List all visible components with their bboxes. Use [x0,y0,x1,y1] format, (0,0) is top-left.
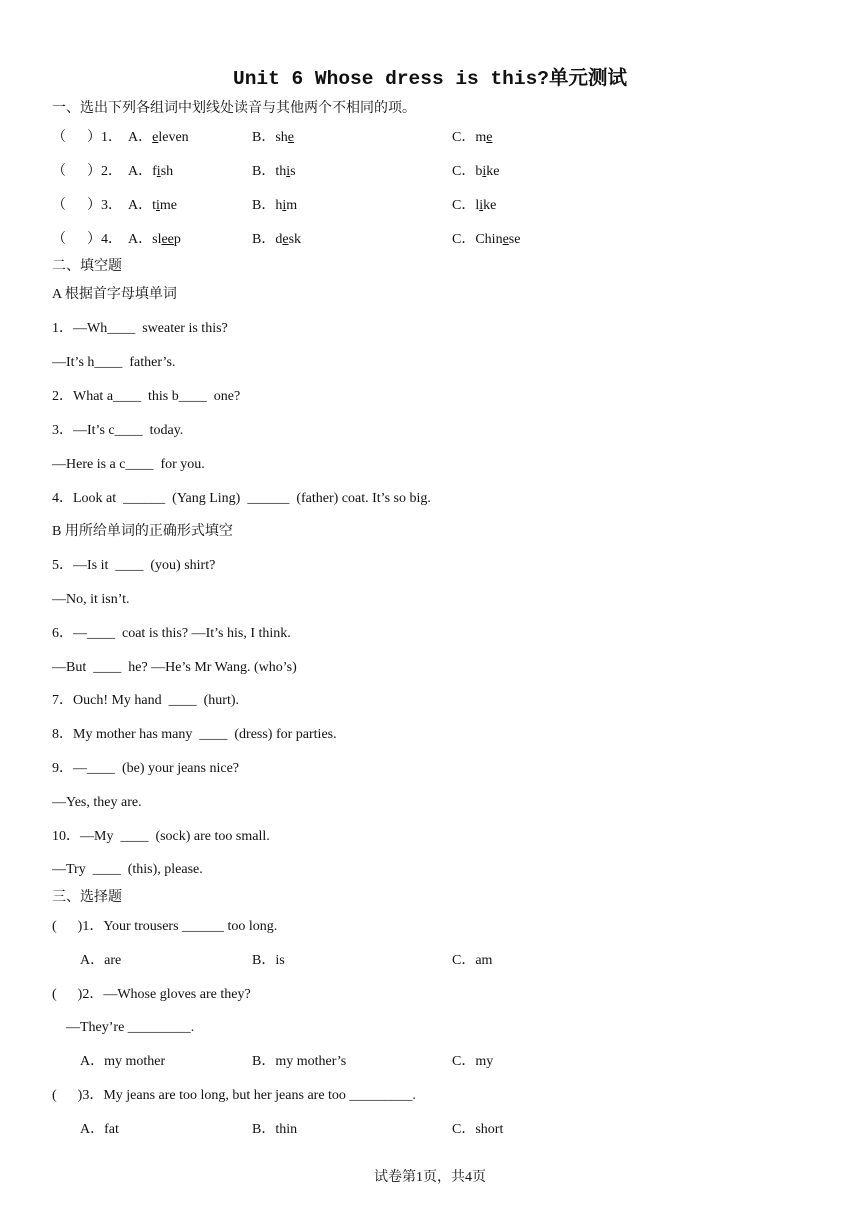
part-a-heading: A 根据首字母填单词 [52,287,177,302]
question-line: 8．My mother has many ____ (dress) for parties. [52,727,337,742]
option-a: A．sleep [128,232,181,247]
option-c: C．me [452,130,493,145]
mc-option-b: B．is [252,953,285,968]
question-line: 7．Ouch! My hand ____ (hurt). [52,693,240,708]
option-b: B．him [252,198,298,213]
item-number: （ ）1． [52,130,122,145]
option-a: A．time [128,198,178,213]
mc-question-stem: ( )2．—Whose gloves are they? [52,987,251,1002]
section3-heading: 三、选择题 [52,890,122,905]
mc-option-c: C．am [452,953,493,968]
mc-option-b: B．my mother’s [252,1054,347,1069]
question-line: 3．—It’s c____ today. [52,423,184,438]
mc-question-stem: ( )3．My jeans are too long, but her jeans are too _________. [52,1088,416,1103]
question-line: —Yes, they are. [52,795,142,810]
option-b: B．desk [252,232,302,247]
option-c: C．like [452,198,497,213]
item-number: （ ）3． [52,198,122,213]
question-line: —But ____ he? —He’s Mr Wang. (who’s) [52,660,297,675]
section1-heading: 一、选出下列各组词中划线处读音与其他两个不相同的项。 [52,101,416,116]
mc-option-a: A．are [80,953,122,968]
part-b-heading: B 用所给单词的正确形式填空 [52,524,233,539]
option-c: C．Chinese [452,232,521,247]
mc-option-b: B．thin [252,1122,298,1137]
question-line: 4．Look at ______ (Yang Ling) ______ (father) coat. It’s so big. [52,491,431,506]
mc-option-c: C．short [452,1122,504,1137]
mc-option-a: A．my mother [80,1054,166,1069]
item-number: （ ）4． [52,232,122,247]
question-line: —Here is a c____ for you. [52,457,205,472]
question-line: 1．—Wh____ sweater is this? [52,321,228,336]
question-line: —It’s h____ father’s. [52,355,176,370]
question-line: —No, it isn’t. [52,592,130,607]
item-number: （ ）2． [52,164,122,179]
page-title: Unit 6 Whose dress is this?单元测试 [233,68,627,90]
page-footer: 试卷第1页，共4页 [374,1170,486,1185]
section2-heading: 二、填空题 [52,259,122,274]
question-line: 6．—____ coat is this? —It’s his, I think. [52,626,291,641]
mc-option-c: C．my [452,1054,494,1069]
question-line: 10．—My ____ (sock) are too small. [52,829,270,844]
mc-question-stem: ( )1．Your trousers ______ too long. [52,919,278,934]
question-line: 2．What a____ this b____ one? [52,389,241,404]
option-b: B．this [252,164,296,179]
option-a: A．eleven [128,130,189,145]
question-line: —Try ____ (this), please. [52,862,203,877]
option-a: A．fish [128,164,174,179]
question-line: 5．—Is it ____ (you) shirt? [52,558,216,573]
option-b: B．she [252,130,295,145]
question-line: 9．—____ (be) your jeans nice? [52,761,239,776]
mc-question-stem-2: —They’re _________. [66,1020,195,1035]
option-c: C．bike [452,164,500,179]
mc-option-a: A．fat [80,1122,119,1137]
